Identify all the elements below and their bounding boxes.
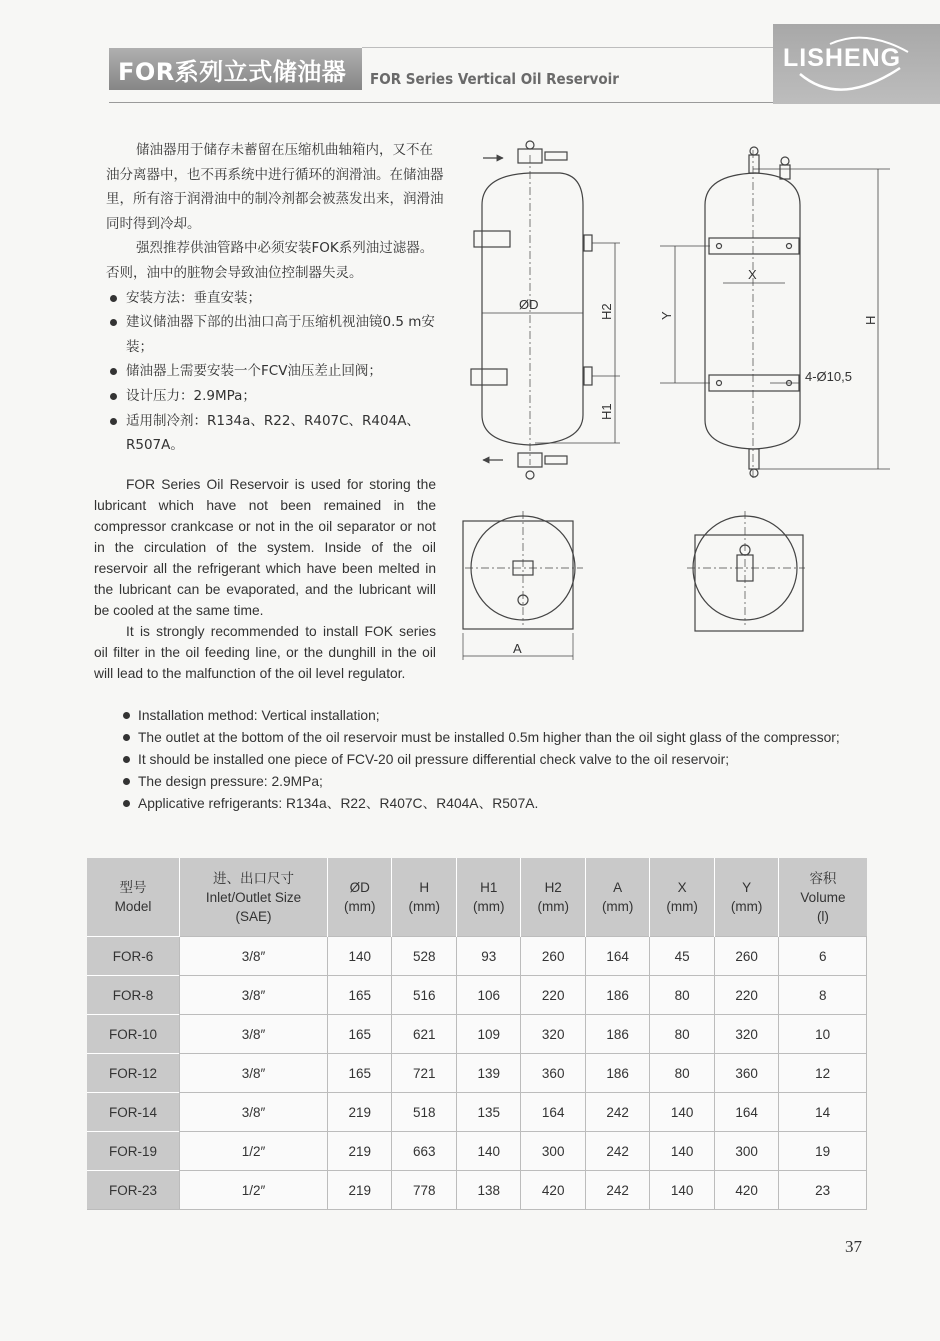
table-row bbox=[87, 1171, 867, 1210]
table-cell: 8 bbox=[779, 976, 867, 1015]
table-row bbox=[87, 976, 867, 1015]
table-cell: 219 bbox=[328, 1171, 392, 1210]
table-cell: 528 bbox=[392, 937, 456, 976]
table-cell: 219 bbox=[328, 1132, 392, 1171]
table-row bbox=[87, 1093, 867, 1132]
table-cell: 140 bbox=[650, 1171, 714, 1210]
table-cell: 3/8″ bbox=[180, 976, 328, 1015]
table-cell: 320 bbox=[714, 1015, 778, 1054]
model-cell: FOR-23 bbox=[87, 1171, 180, 1210]
table-cell: 140 bbox=[328, 937, 392, 976]
header-diameter: ØD (mm) bbox=[328, 858, 392, 937]
table-header-row bbox=[87, 858, 867, 937]
description-en bbox=[94, 474, 436, 684]
table-cell: 320 bbox=[521, 1015, 585, 1054]
table-cell: 135 bbox=[456, 1093, 520, 1132]
dim-label-h2: H2 bbox=[599, 303, 614, 320]
model-cell: FOR-19 bbox=[87, 1132, 180, 1171]
table-cell: 420 bbox=[521, 1171, 585, 1210]
table-cell: 420 bbox=[714, 1171, 778, 1210]
table-cell: 80 bbox=[650, 976, 714, 1015]
table-body bbox=[87, 937, 867, 1210]
top-view-drawing-left bbox=[463, 511, 583, 660]
description-cn bbox=[106, 138, 446, 458]
model-cell: FOR-8 bbox=[87, 976, 180, 1015]
header-h2: H2 (mm) bbox=[521, 858, 585, 937]
model-cell: FOR-6 bbox=[87, 937, 180, 976]
en-paragraph: It is strongly recommended to install FOK series oil filter in the oil feeding line, or the dunghill in the oil will lead to the malfunction of the oil level regulator. bbox=[94, 624, 436, 681]
cn-paragraph: 储油器用于储存未蓄留在压缩机曲轴箱内，又不在油分离器中，也不再系统中进行循环的润滑油。在储油器里，所有溶于润滑油中的制冷剂都会被蒸发出来，润滑油同时得到冷却。 bbox=[106, 142, 444, 232]
cn-bullet-list bbox=[106, 286, 446, 458]
table-cell: 165 bbox=[328, 1054, 392, 1093]
table-cell: 3/8″ bbox=[180, 1093, 328, 1132]
top-view-drawing-right bbox=[687, 511, 805, 631]
dim-label-h1: H1 bbox=[599, 403, 614, 420]
dim-label-h: H bbox=[863, 315, 878, 325]
table-cell: 260 bbox=[714, 937, 778, 976]
table-row bbox=[87, 937, 867, 976]
table-cell: 164 bbox=[714, 1093, 778, 1132]
header-volume: 容积 Volume (l) bbox=[779, 858, 867, 937]
table-cell: 242 bbox=[585, 1093, 649, 1132]
table-cell: 186 bbox=[585, 1015, 649, 1054]
table-cell: 138 bbox=[456, 1171, 520, 1210]
table-cell: 10 bbox=[779, 1015, 867, 1054]
table-cell: 165 bbox=[328, 976, 392, 1015]
model-cell: FOR-14 bbox=[87, 1093, 180, 1132]
cn-bullet: 建议储油器下部的出油口高于压缩机视油镜0.5 m安装； bbox=[106, 310, 446, 359]
table-cell: 140 bbox=[650, 1093, 714, 1132]
table-cell: 220 bbox=[714, 976, 778, 1015]
table-cell: 164 bbox=[521, 1093, 585, 1132]
table-cell: 516 bbox=[392, 976, 456, 1015]
header-rule bbox=[109, 102, 773, 103]
cn-bullet: 安装方法：垂直安装； bbox=[106, 286, 446, 311]
table-cell: 219 bbox=[328, 1093, 392, 1132]
table-cell: 93 bbox=[456, 937, 520, 976]
table-cell: 19 bbox=[779, 1132, 867, 1171]
dim-label-holes: 4-Ø10,5 bbox=[805, 369, 852, 384]
table-cell: 663 bbox=[392, 1132, 456, 1171]
table-cell: 300 bbox=[521, 1132, 585, 1171]
table-cell: 106 bbox=[456, 976, 520, 1015]
dim-label-a: A bbox=[513, 641, 522, 656]
en-bullet: Applicative refrigerants: R134a、R22、R407C、R404A、R507A. bbox=[120, 793, 880, 814]
cn-bullet: 设计压力：2.9MPa； bbox=[106, 384, 446, 409]
table-row bbox=[87, 1132, 867, 1171]
model-cell: FOR-10 bbox=[87, 1015, 180, 1054]
title-cn: FOR系列立式储油器 bbox=[118, 58, 347, 86]
header-h: H (mm) bbox=[392, 858, 456, 937]
table-cell: 778 bbox=[392, 1171, 456, 1210]
table-cell: 45 bbox=[650, 937, 714, 976]
header-inlet-outlet: 进、出口尺寸 Inlet/Outlet Size (SAE) bbox=[180, 858, 328, 937]
table-cell: 300 bbox=[714, 1132, 778, 1171]
table-cell: 14 bbox=[779, 1093, 867, 1132]
front-view-drawing bbox=[471, 141, 620, 479]
title-en: FOR Series Vertical Oil Reservoir bbox=[370, 70, 619, 88]
header-model: 型号 Model bbox=[87, 858, 180, 937]
header-top-rule bbox=[362, 47, 773, 48]
table-cell: 140 bbox=[456, 1132, 520, 1171]
en-bullet: It should be installed one piece of FCV-20 oil pressure differential check valve to the oil reservoir; bbox=[120, 749, 880, 770]
table-cell: 3/8″ bbox=[180, 937, 328, 976]
table-cell: 3/8″ bbox=[180, 1015, 328, 1054]
table-cell: 139 bbox=[456, 1054, 520, 1093]
en-bullet: Installation method: Vertical installation; bbox=[120, 705, 880, 726]
technical-drawings bbox=[455, 135, 905, 675]
table-cell: 3/8″ bbox=[180, 1054, 328, 1093]
page-header bbox=[0, 0, 940, 110]
table-cell: 260 bbox=[521, 937, 585, 976]
dim-label-diameter: ØD bbox=[519, 297, 539, 312]
table-cell: 6 bbox=[779, 937, 867, 976]
table-cell: 220 bbox=[521, 976, 585, 1015]
table-row bbox=[87, 1054, 867, 1093]
en-bullet-list bbox=[120, 705, 880, 815]
table-cell: 164 bbox=[585, 937, 649, 976]
page-number: 37 bbox=[845, 1237, 862, 1256]
brand-name: LISHENG bbox=[783, 44, 902, 72]
table-cell: 80 bbox=[650, 1015, 714, 1054]
header-y: Y (mm) bbox=[714, 858, 778, 937]
header-a: A (mm) bbox=[585, 858, 649, 937]
cn-bullet: 适用制冷剂：R134a、R22、R407C、R404A、R507A。 bbox=[106, 409, 446, 458]
table-cell: 242 bbox=[585, 1171, 649, 1210]
table-cell: 80 bbox=[650, 1054, 714, 1093]
table-cell: 12 bbox=[779, 1054, 867, 1093]
table-cell: 721 bbox=[392, 1054, 456, 1093]
table-cell: 621 bbox=[392, 1015, 456, 1054]
table-row bbox=[87, 1015, 867, 1054]
table-cell: 140 bbox=[650, 1132, 714, 1171]
cn-bullet: 储油器上需要安装一个FCV油压差止回阀； bbox=[106, 359, 446, 384]
table-cell: 109 bbox=[456, 1015, 520, 1054]
dim-label-x: X bbox=[748, 267, 757, 282]
spec-table bbox=[87, 858, 867, 1210]
table-cell: 360 bbox=[521, 1054, 585, 1093]
table-cell: 186 bbox=[585, 976, 649, 1015]
en-paragraph: FOR Series Oil Reservoir is used for storing the lubricant which have not been remained in the compressor crankcase or not in the oil separator or not in the circulation of the system. Inside of the oil reservoir all the refrigerant which have been melted in the lubricant can be evaporated, and the lubricant will be cooled at the same time. bbox=[94, 477, 436, 618]
table-cell: 23 bbox=[779, 1171, 867, 1210]
en-bullet: The outlet at the bottom of the oil reservoir must be installed 0.5m higher than the oil sight glass of the compressor; bbox=[120, 727, 880, 748]
table-cell: 186 bbox=[585, 1054, 649, 1093]
table-cell: 1/2″ bbox=[180, 1132, 328, 1171]
table-cell: 518 bbox=[392, 1093, 456, 1132]
table-cell: 1/2″ bbox=[180, 1171, 328, 1210]
table-cell: 165 bbox=[328, 1015, 392, 1054]
side-view-drawing bbox=[660, 147, 890, 480]
table-cell: 360 bbox=[714, 1054, 778, 1093]
cn-paragraph: 强烈推荐供油管路中必须安装FOK系列油过滤器。否则，油中的脏物会导致油位控制器失灵。 bbox=[106, 240, 434, 281]
header-h1: H1 (mm) bbox=[456, 858, 520, 937]
dim-label-y: Y bbox=[659, 311, 674, 320]
table-cell: 242 bbox=[585, 1132, 649, 1171]
header-x: X (mm) bbox=[650, 858, 714, 937]
en-bullet: The design pressure: 2.9MPa; bbox=[120, 771, 880, 792]
model-cell: FOR-12 bbox=[87, 1054, 180, 1093]
